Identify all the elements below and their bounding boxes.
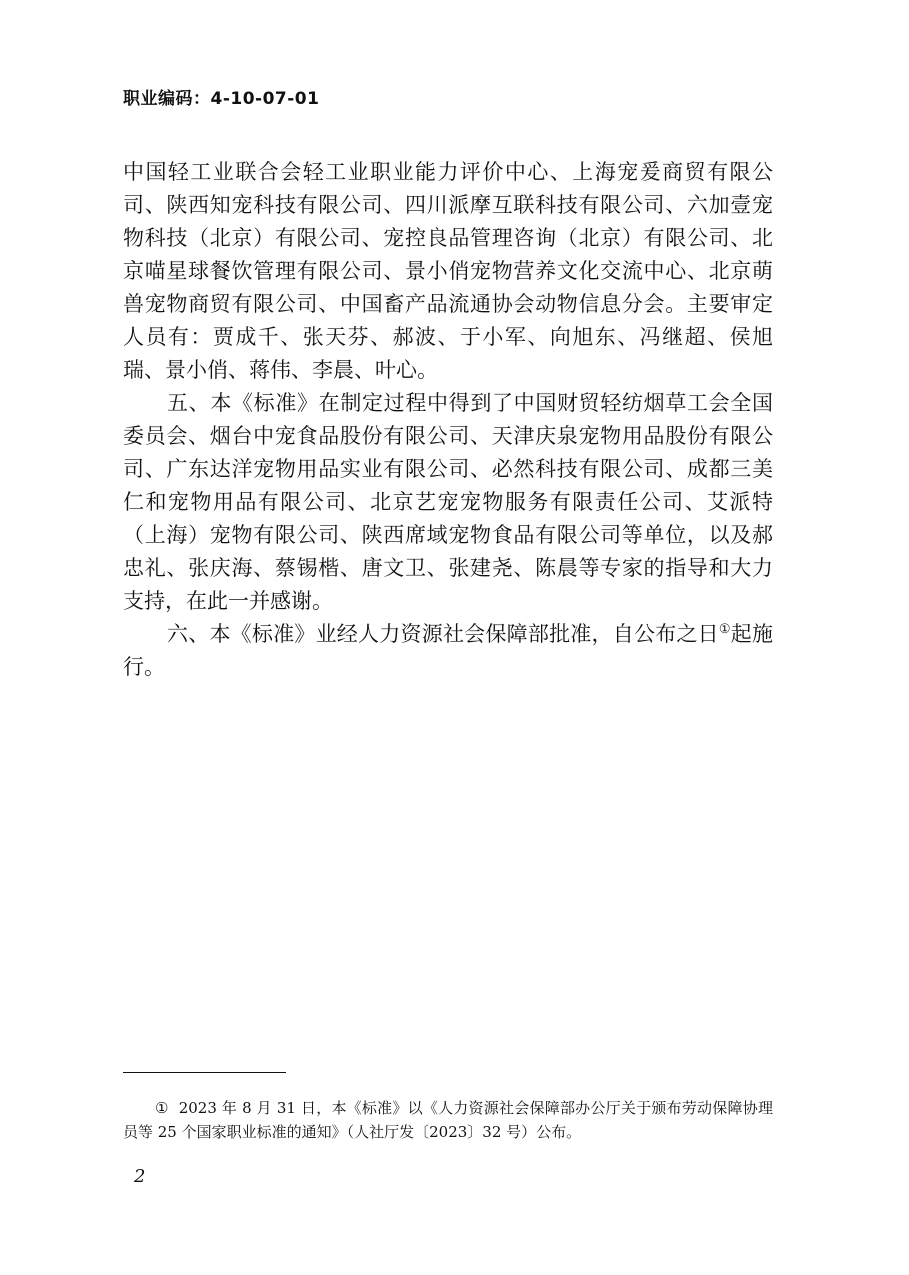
footnote-text: 2023 年 8 月 31 日，本《标准》以《人力资源社会保障部办公厅关于颁布劳动保障协理员等 25 个国家职业标准的通知》（人社厅发〔2023〕32 号）公布。 bbox=[123, 1099, 773, 1141]
paragraph-five: 五、本《标准》在制定过程中得到了中国财贸轻纺烟草工会全国委员会、烟台中宠食品股份有限公司、天津庆泉宠物用品股份有限公司、广东达洋宠物用品实业有限公司、必然科技有限公司、成都三美仁和宠物用品有限公司、北京艺宠宠物服务有限责任公司、艾派特（上海）宠物有限公司、陕西席域宠物食品有限公司等单位，以及郝忠礼、张庆海、蔡锡楷、唐文卫、张建尧、陈晨等专家的指导和大力支持，在此一并感谢。 bbox=[123, 391, 773, 613]
paragraph-continued: 中国轻工业联合会轻工业职业能力评价中心、上海宠爰商贸有限公司、陕西知宠科技有限公司、四川派摩互联科技有限公司、六加壹宠物科技（北京）有限公司、宠控良品管理咨询（北京）有限公司、北京喵星球餐饮管理有限公司、景小俏宠物营养文化交流中心、北京萌兽宠物商贸有限公司、中国畜产品流通协会动物信息分会。主要审定人员有：贾成千、张天芬、郝波、于小军、向旭东、冯继超、侯旭瑞、景小俏、蒋伟、李晨、叶心。 bbox=[123, 160, 773, 382]
footnote-reference[interactable]: ① bbox=[718, 622, 731, 637]
paragraph-six-tail: 起施行。 bbox=[123, 622, 774, 679]
footnote-marker: ① bbox=[155, 1099, 169, 1117]
footnote bbox=[123, 1096, 773, 1144]
footnote-divider bbox=[123, 1072, 286, 1073]
paragraph-six bbox=[123, 618, 773, 684]
paragraph-six-text: 六、本《标准》业经人力资源社会保障部批准，自公布之日 bbox=[167, 622, 719, 646]
body-text bbox=[123, 156, 773, 684]
occupation-code: 职业编码：4-10-07-01 bbox=[123, 89, 320, 109]
page-number: 2 bbox=[134, 1166, 146, 1187]
